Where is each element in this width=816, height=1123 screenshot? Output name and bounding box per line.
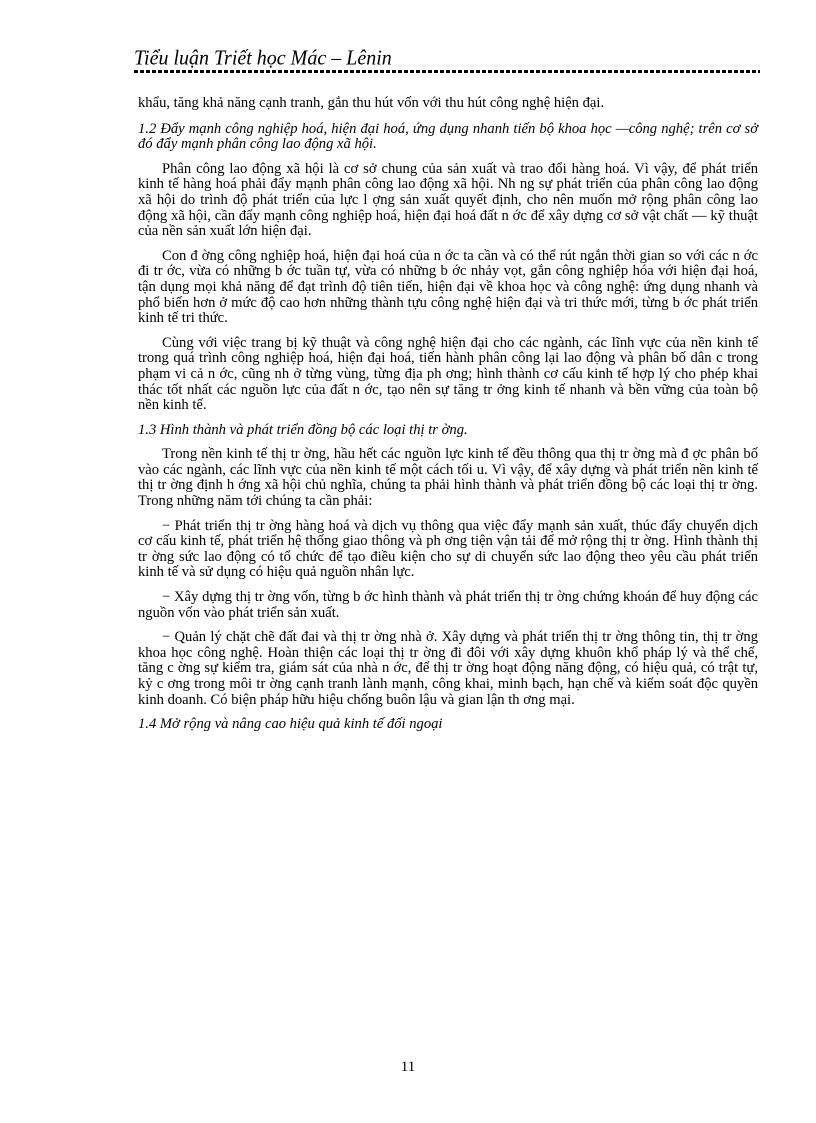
- header-rule: [134, 70, 760, 73]
- list-item: − Xây dựng thị tr ờng vốn, từng b ớc hình thành và phát triển thị tr ờng chứng khoán để huy động các nguồn vốn vào phát triển sản xuất.: [138, 589, 758, 621]
- body-paragraph: Phân công lao động xã hội là cơ sở chung của sản xuất và trao đổi hàng hoá. Vì vậy, để phát triển kinh tế hàng hoá phải đẩy mạnh phân công lao động xã hội. Nh ng sự phát triển của phân công lao động xã hội do trình độ phát triển của lực l ợng sản xuất quyết định, cho nên muốn mở rộng phân công lao động xã hội, cần đẩy mạnh công nghiệp hoá, hiện đại hoá đất n ớc để xây dựng cơ sở vật chất — kỹ thuật của nền sản xuất lớn hiện đại.: [138, 160, 758, 240]
- page-number: 11: [400, 1059, 416, 1075]
- document-body: [138, 96, 758, 742]
- body-paragraph: Trong nền kinh tế thị tr ờng, hầu hết các nguồn lực kinh tế đều thông qua thị tr ờng mà đ ợc phân bố vào các ngành, các lĩnh vực của nền kinh tế một cách tối u. Vì vậy, để xây dựng và phát triển nền kinh tế thị tr ờng định h ớng xã hội chủ nghĩa, chúng ta phải hình thành và phát triển đồng bộ các loại thị tr ờng. Trong những năm tới chúng ta cần phải:: [138, 446, 758, 510]
- header-title: Tiểu luận Triết học Mác – Lênin: [134, 46, 392, 70]
- list-item: − Quản lý chặt chẽ đất đai và thị tr ờng nhà ở. Xây dựng và phát triển thị tr ờng thông tin, thị tr ờng khoa học công nghệ. Hoàn thiện các loại thị tr ờng đi đôi với xây dựng khuôn khổ pháp lý và thể chế, tăng c ờng sự kiểm tra, giám sát của nhà n ớc, để thị tr ờng hoạt động năng động, có hiệu quả, có trật tự, kỷ c ơng trong môi tr ờng cạnh tranh lành mạnh, công khai, minh bạch, hạn chế và kiểm soát độc quyền kinh doanh. Có biện pháp hữu hiệu chống buôn lậu và gian lận th ơng mại.: [138, 629, 758, 708]
- section-heading-1-4: 1.4 Mở rộng và nâng cao hiệu quả kinh tế đối ngoại: [138, 716, 443, 733]
- section-heading-1-3: 1.3 Hình thành và phát triển đồng bộ các loại thị tr ờng.: [138, 421, 468, 438]
- list-item: − Phát triển thị tr ờng hàng hoá và dịch vụ thông qua việc đẩy mạnh sản xuất, thúc đẩy chuyển dịch cơ cấu kinh tế, phát triển hệ thống giao thông và ph ơng tiện vận tải để mở rộng thị tr ờng. Hình thành thị tr ờng sức lao động có tổ chức để tạo điều kiện cho sự di chuyển sức lao động theo yêu cầu phát triển kinh tế và sử dụng có hiệu quả nguồn nhân lực.: [138, 517, 758, 581]
- body-paragraph: Cùng với việc trang bị kỹ thuật và công nghệ hiện đại cho các ngành, các lĩnh vực của nền kinh tế trong quá trình công nghiệp hoá, hiện đại hoá, tiến hành phân công lại lao động và phân bố dân c trong phạm vi cả n ớc, cũng nh ở từng vùng, từng địa ph ơng; hình thành cơ cấu kinh tế hợp lý cho phép khai thác tốt nhất các nguồn lực của đất n ớc, tạo nên sự tăng tr ởng kinh tế nhanh và bền vững của toàn bộ nền kinh tế.: [138, 334, 758, 414]
- page-header: [134, 46, 760, 70]
- continuation-paragraph: khẩu, tăng khả năng cạnh tranh, gắn thu hút vốn với thu hút công nghệ hiện đại.: [138, 95, 605, 111]
- section-heading-1-2: 1.2 Đẩy mạnh công nghiệp hoá, hiện đại hoá, ứng dụng nhanh tiến bộ khoa học —công nghệ; trên cơ sở đó đẩy mạnh phân công lao động xã hội.: [138, 120, 758, 153]
- body-paragraph: Con đ ờng công nghiệp hoá, hiện đại hoá của n ớc ta cần và có thể rút ngắn thời gian so với các n ớc đi tr ớc, vừa có những b ớc tuần tự, vừa có những b ớc nhảy vọt, gắn công nghiệp hóa với hiện đại hoá, tận dụng mọi khả năng để đạt trình độ tiên tiến, hiện đại về khoa học và công nghệ: ứng dụng nhanh và phổ biến hơn ở mức độ cao hơn những thành tựu công nghệ hiện đại và tri thức mới, từng b ớc phát triển kinh tế tri thức.: [138, 247, 758, 327]
